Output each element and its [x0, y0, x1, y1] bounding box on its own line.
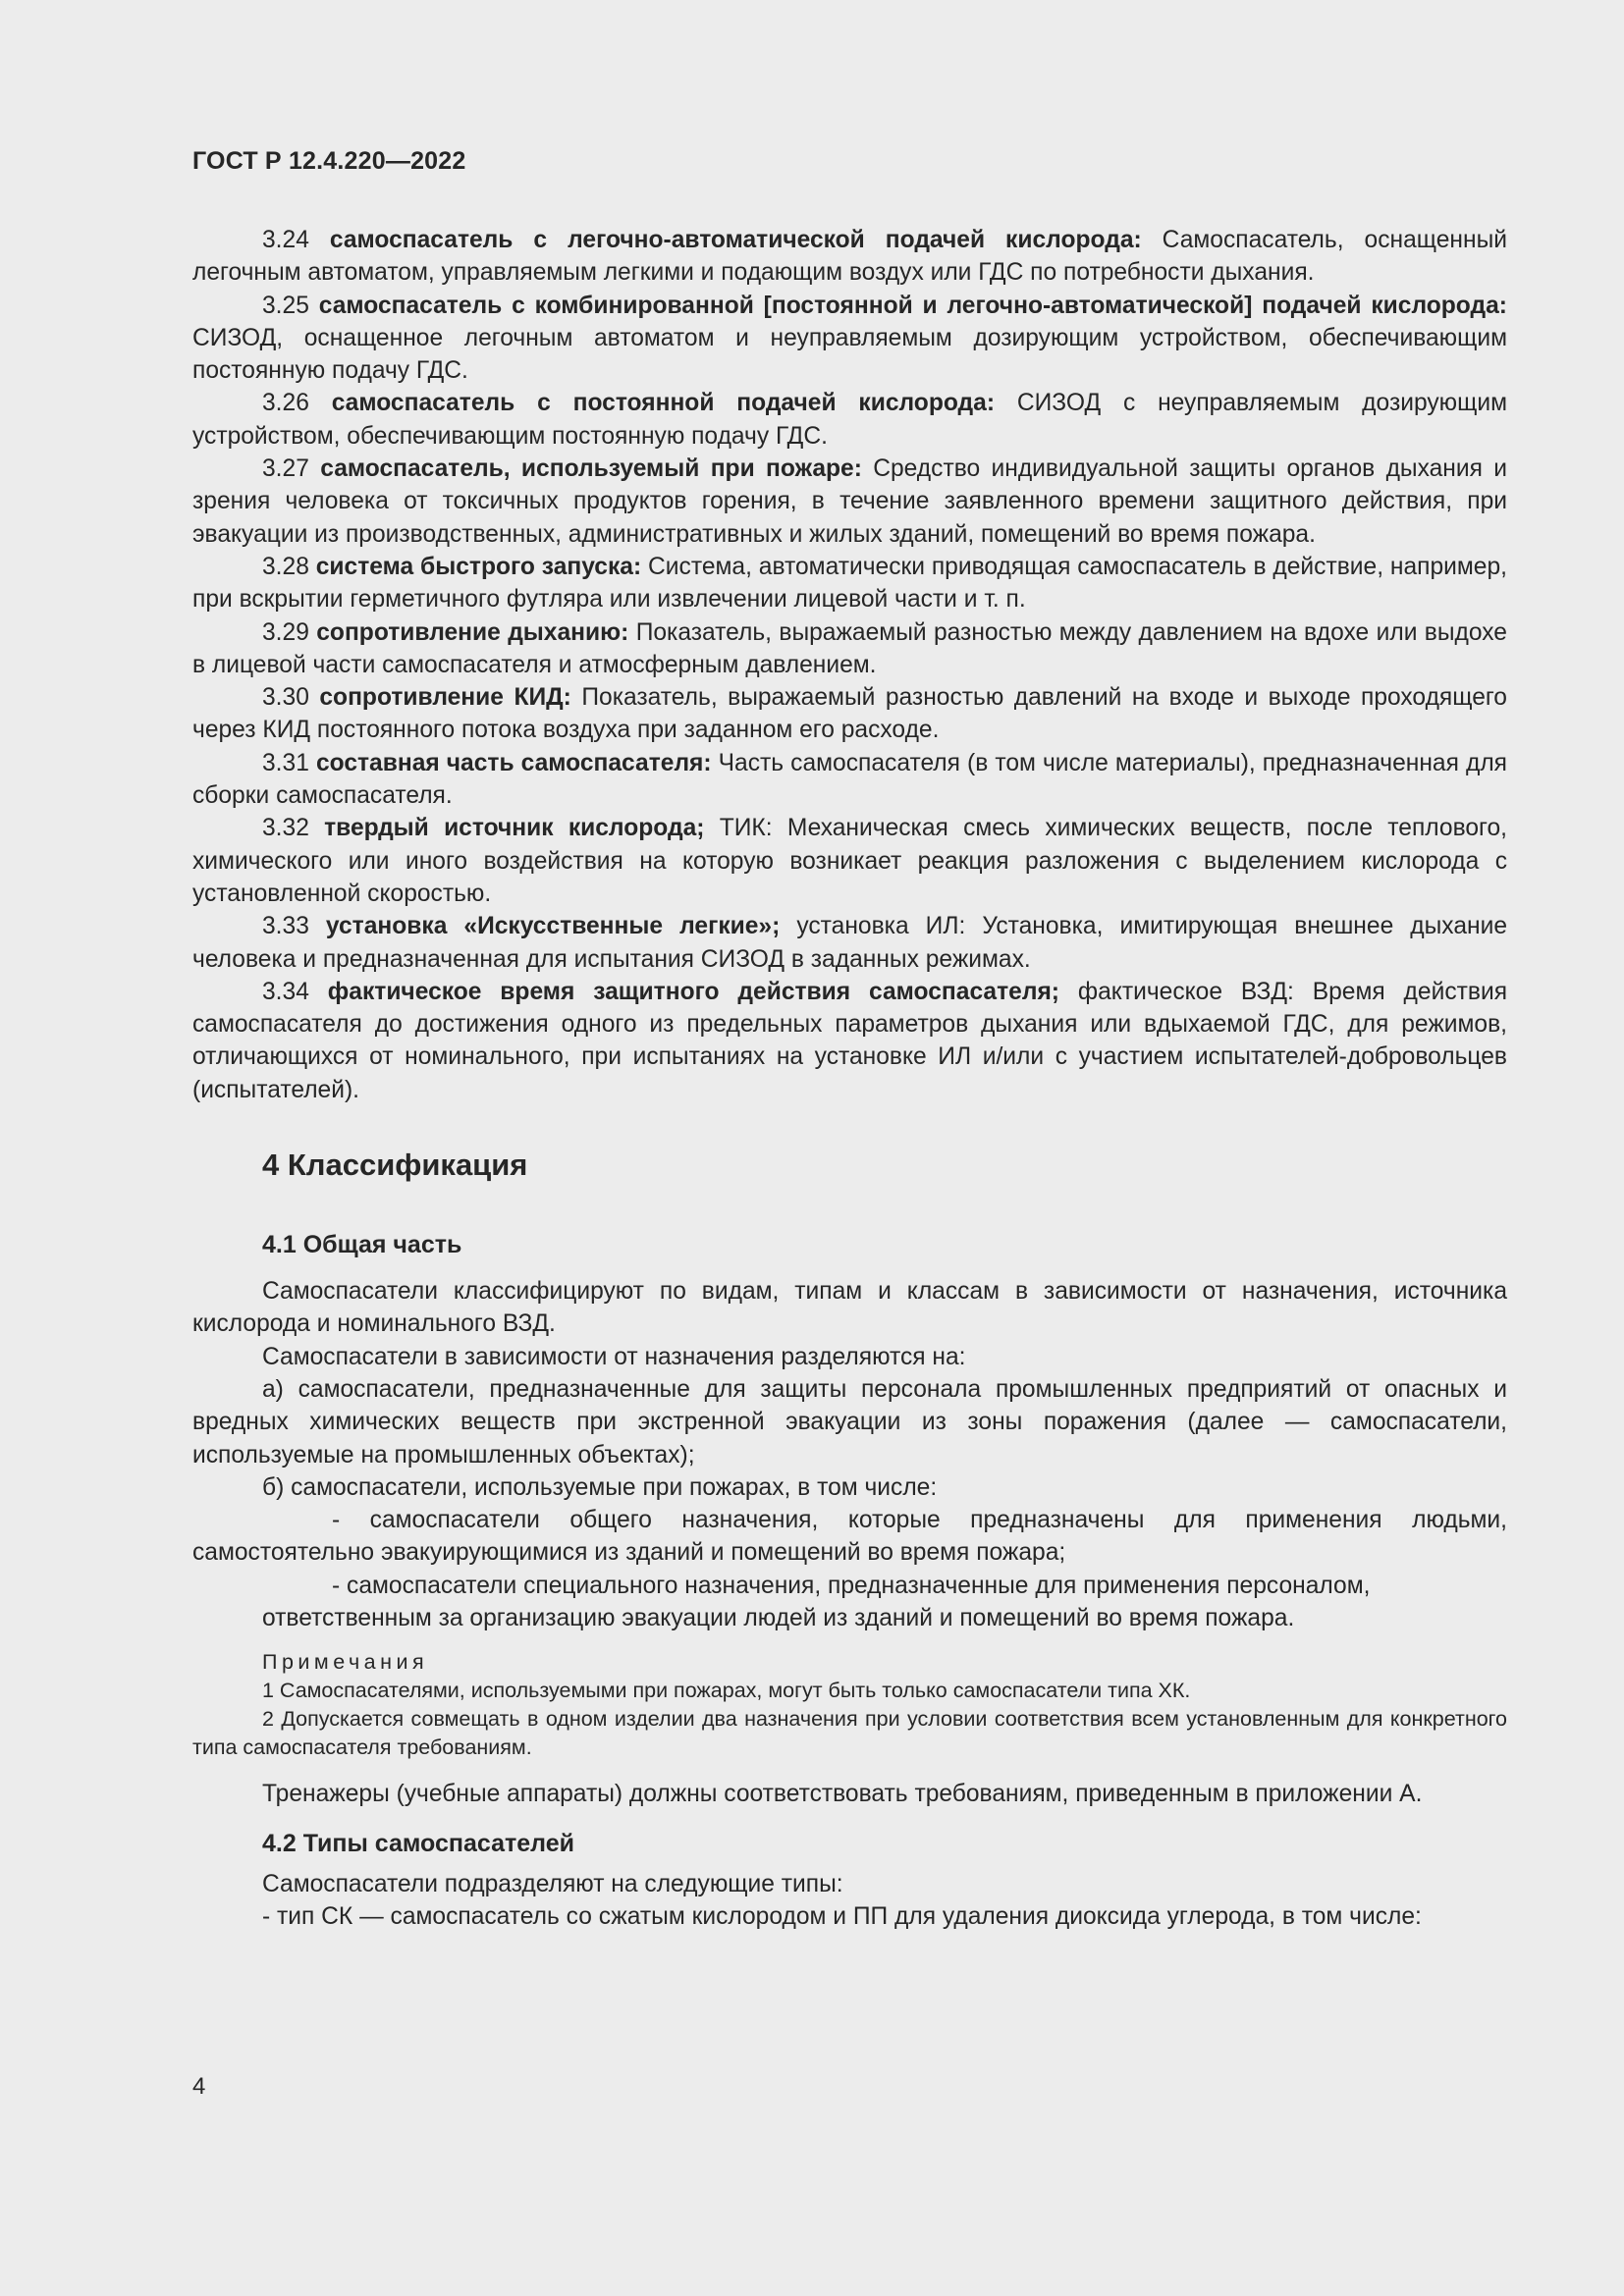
definition-term: система быстрого запуска: [315, 553, 642, 580]
definition-3-26 [192, 387, 1507, 453]
note-item: 2 Допускается совмещать в одном изделии два назначения при условии соответствия всем установленным для конкретного типа самоспасателя требованиям. [192, 1707, 1507, 1760]
subsection-heading: 4.2 Типы самоспасателей [262, 1829, 574, 1857]
definition-3-31 [192, 747, 1507, 813]
definition-3-24 [192, 224, 1507, 290]
dash-item: - самоспасатели специального назначения, предназначенные для применения персоналом, [332, 1572, 1371, 1599]
definition-text: Часть самоспасателя (в том числе материалы), предназначенная для сборки самоспасателя. [192, 749, 1507, 810]
definition-term: сопротивление дыханию: [316, 618, 629, 646]
dash-item: - самоспасатели общего назначения, которые предназначены для применения людьми, самостоятельно эвакуирующимися из зданий и помещений во время пожара; [192, 1507, 1507, 1567]
definition-text: Показатель, выражаемый разностью давлений на входе и выходе проходящего через КИД постоянного потока воздуха при заданном его расходе. [192, 684, 1507, 744]
definition-number: 3.27 [262, 455, 309, 483]
definition-term: самоспасатель с легочно-автоматической подачей кислорода: [329, 227, 1142, 253]
paragraph: Самоспасатели подразделяют на следующие типы: [262, 1870, 843, 1897]
paragraph: Самоспасатели в зависимости от назначения разделяются на: [262, 1343, 966, 1370]
paragraph: - тип СК — самоспасатель со сжатым кислородом и ПП для удаления диоксида углерода, в том числе: [262, 1902, 1422, 1930]
definition-term: фактическое время защитного действия самоспасателя; [327, 978, 1059, 1005]
definition-text: установка ИЛ: Установка, имитирующая внешнее дыхание человека и предназначенная для испытания СИЗОД в заданных режимах. [192, 913, 1507, 973]
definition-3-29 [192, 616, 1507, 682]
paragraph: Самоспасатели классифицируют по видам, типам и классам в зависимости от назначения, источника кислорода и номинального ВЗД. [192, 1278, 1507, 1338]
definition-number: 3.31 [262, 749, 309, 776]
definition-term: сопротивление КИД: [319, 684, 571, 712]
definition-text: Система, автоматически приводящая самоспасатель в действие, например, при вскрытии герметичного футляра или извлечении лицевой части и т. п. [192, 553, 1507, 614]
definition-text: ТИК: Механическая смесь химических веществ, после теплового, химического или иного воздействия на которую возникает реакция разложения с выделением кислорода с установленной скоростью. [192, 815, 1507, 907]
definition-3-28 [192, 551, 1507, 616]
definition-number: 3.32 [262, 815, 309, 842]
page-number: 4 [192, 2073, 206, 2100]
definition-text: фактическое ВЗД: Время действия самоспасателя до достижения одного из предельных параметров дыхания или вдыхаемой ГДС, для режимов, отличающихся от номинального, при испытаниях на установке ИЛ и/или с участием испытателей-добровольцев (испытателей). [192, 978, 1508, 1103]
subsection-heading: 4.1 Общая часть [262, 1231, 462, 1259]
note-item: 1 Самоспасателями, используемыми при пожарах, могут быть только самоспасатели типа ХК. [262, 1679, 1191, 1703]
definition-number: 3.28 [262, 553, 309, 580]
definition-text: Показатель, выражаемый разностью между давлением на вдохе или выдохе в лицевой части самоспасателя и атмосферным давлением. [192, 618, 1507, 678]
definition-3-34 [192, 976, 1507, 1106]
dash-item-continuation: ответственным за организацию эвакуации людей из зданий и помещений во время пожара. [262, 1604, 1295, 1631]
notes-title: Примечания [262, 1650, 429, 1675]
definition-text: Средство индивидуальной защиты органов дыхания и зрения человека от токсичных продуктов горения, в течение заявленного времени защитного действия, при эвакуации из производственных, административных и жилых зданий, помещений во время пожара. [192, 455, 1507, 548]
definition-number: 3.25 [262, 292, 309, 319]
definition-text: СИЗОД с неуправляемым дозирующим устройством, обеспечивающим постоянную подачу ГДС. [192, 390, 1507, 450]
definition-3-33 [192, 910, 1507, 976]
definition-number: 3.29 [262, 618, 309, 646]
definition-3-25 [192, 290, 1507, 388]
definition-term: самоспасатель с комбинированной [постоянной и легочно-автоматической] подачей кислорода: [318, 292, 1507, 319]
paragraph: Тренажеры (учебные аппараты) должны соответствовать требованиям, приведенным в приложении А. [262, 1781, 1423, 1808]
definition-number: 3.26 [262, 390, 309, 417]
definition-number: 3.33 [262, 913, 309, 940]
definition-term: твердый источник кислорода; [324, 815, 705, 842]
definition-number: 3.24 [262, 227, 309, 253]
document-header: ГОСТ Р 12.4.220—2022 [192, 147, 466, 175]
definition-text: Самоспасатель, оснащенный легочным автоматом, управляемым легкими и подающим воздух или ГДС по потребности дыхания. [192, 227, 1507, 287]
section-heading: 4 Классификация [262, 1148, 528, 1183]
definition-3-27 [192, 453, 1507, 551]
definition-3-30 [192, 681, 1507, 747]
document-body [192, 224, 1507, 1933]
definition-number: 3.34 [262, 978, 309, 1005]
definition-term: самоспасатель, используемый при пожаре: [320, 455, 862, 483]
definition-term: самоспасатель с постоянной подачей кислорода: [331, 390, 996, 417]
notes-block [192, 1648, 1507, 1762]
list-item-b: б) самоспасатели, используемые при пожарах, в том числе: [262, 1473, 938, 1501]
definition-term: установка «Искусственные легкие»; [325, 913, 781, 940]
definition-3-32 [192, 812, 1507, 910]
definition-text: СИЗОД, оснащенное легочным автоматом и неуправляемым дозирующим устройством, обеспечивающим постоянную подачу ГДС. [192, 324, 1507, 385]
definition-number: 3.30 [262, 684, 309, 712]
definition-term: составная часть самоспасателя: [315, 749, 712, 776]
list-item-a: а) самоспасатели, предназначенные для защиты персонала промышленных предприятий от опасных и вредных химических веществ при экстренной эвакуации из зоны поражения (далее — самоспасатели, используемые на промышленных объектах); [192, 1375, 1507, 1468]
